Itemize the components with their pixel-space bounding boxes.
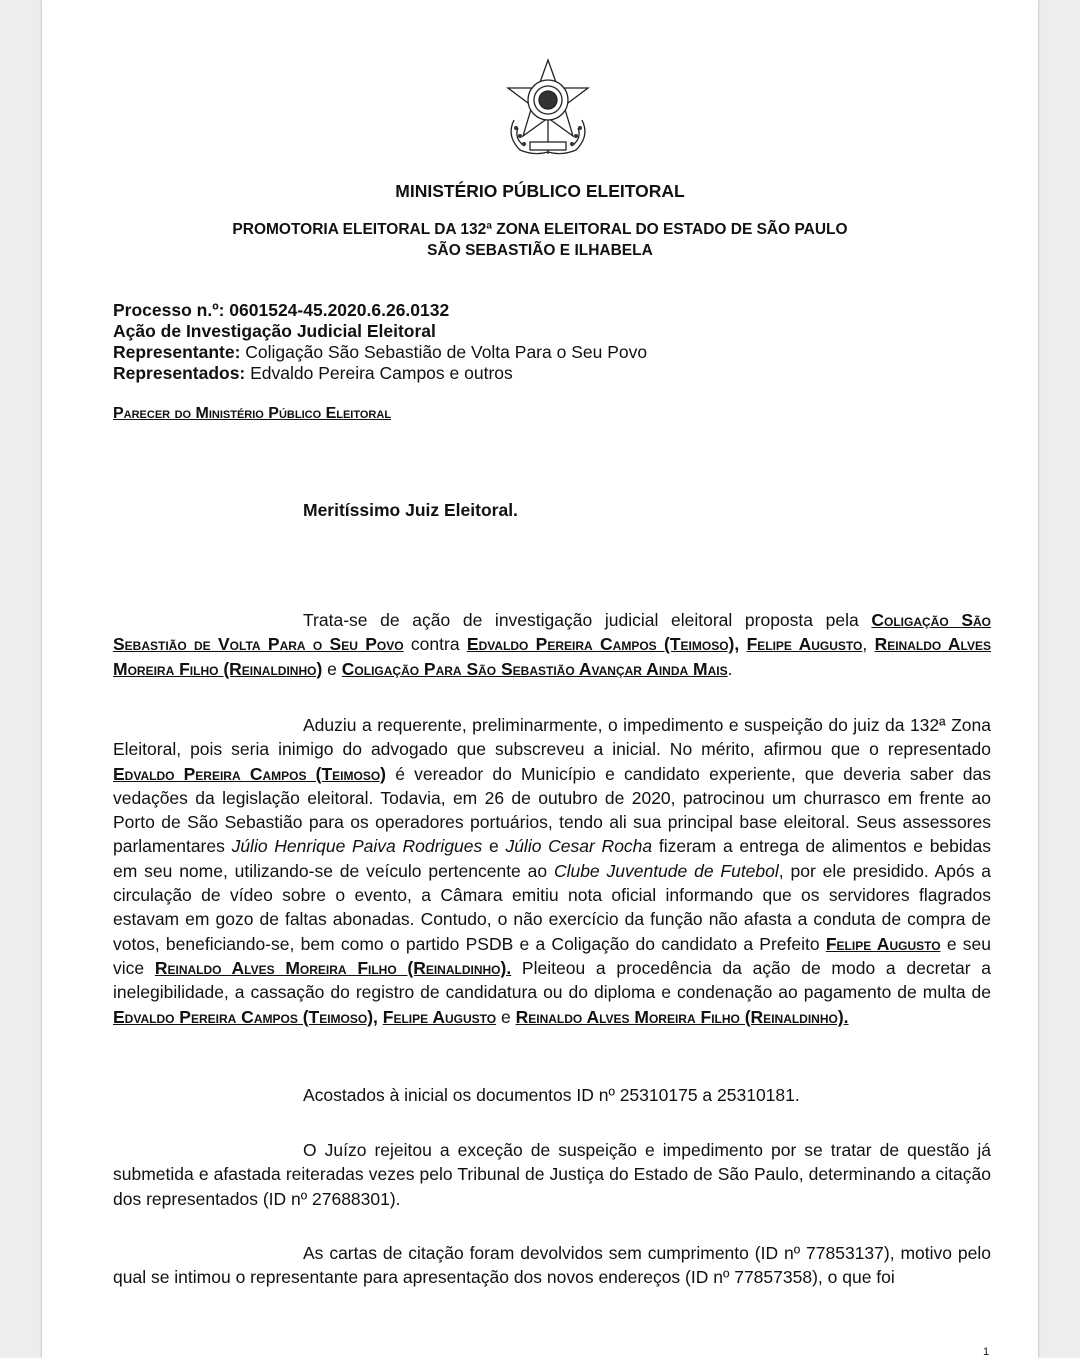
parecer-title: Parecer do Ministério Público Eleitoral xyxy=(113,405,392,422)
representative: Representante: Coligação São Sebastião de Volta Para o Seu Povo xyxy=(113,342,648,362)
salutation: Meritíssimo Juiz Eleitoral. xyxy=(303,500,518,520)
process-number: Processo n.º: 0601524-45.2020.6.26.0132 xyxy=(113,300,450,320)
paragraph-4: O Juízo rejeitou a exceção de suspeição e impedimento por se tratar de questão já submetida e afastada reiteradas vezes pelo Tribunal de Justiça do Estado de São Paulo, determinando a citação dos representados (ID nº 27688301). xyxy=(113,1140,991,1209)
paragraph-1: Trata-se de ação de investigação judicial eleitoral proposta pela Coligação São Sebastião de Volta Para o Seu Povo contra Edvaldo Pereira Campos (Teimoso), Felipe Augusto, Reinaldo Alves Moreira Filho (Reinaldinho) e Coligação Para São Sebastião Avançar Ainda Mais. xyxy=(113,610,991,679)
action-type: Ação de Investigação Judicial Eleitoral xyxy=(113,321,436,341)
paragraph-3: Acostados à inicial os documentos ID nº 25310175 a 25310181. xyxy=(303,1085,800,1105)
office-line-2: SÃO SEBASTIÃO E ILHABELA xyxy=(427,242,653,259)
document-page xyxy=(42,0,1038,1358)
page-number: 1 xyxy=(983,1346,990,1358)
paragraph-2: Aduziu a requerente, preliminarmente, o impedimento e suspeição do juiz da 132ª Zona Eleitoral, pois seria inimigo do advogado que subscreveu a inicial. No mérito, afirmou que o representado Edvaldo Pereira Campos (Teimoso) é vereador do Município e candidato experiente, que deveria saber das vedações da legislação eleitoral. Todavia, em 26 de outubro de 2020, patrocinou um churrasco em frente ao Porto de São Sebastião para os operadores portuários, tendo ali sua principal base eleitoral. Seus assessores parlamentares Júlio Henrique Paiva Rodrigues e Júlio Cesar Rocha fizeram a entrega de alimentos e bebidas em seu nome, utilizando-se de veículo pertencente ao Clube Juventude de Futebol, por ele presidido. Após a circulação de vídeo sobre o evento, a Câmara emitiu nota oficial informando que os servidores flagrados estavam em gozo de faltas abonadas. Contudo, o não exercício da função não afasta a conduta de compra de votos, beneficiando-se, bem como o partido PSDB e a Coligação do candidato a Prefeito Felipe Augusto e seu vice Reinaldo Alves Moreira Filho (Reinaldinho). Pleiteou a procedência da ação de modo a decretar a inelegibilidade, a cassação do registro de candidatura ou do diploma e condenação ao pagamento de multa de Edvaldo Pereira Campos (Teimoso), Felipe Augusto e Reinaldo Alves Moreira Filho (Reinaldinho). xyxy=(113,715,992,1027)
office-line-1: PROMOTORIA ELEITORAL DA 132ª ZONA ELEITORAL DO ESTADO DE SÃO PAULO xyxy=(232,221,848,238)
office-heading xyxy=(42,219,1038,261)
case-info xyxy=(113,300,647,384)
institution-title: MINISTÉRIO PÚBLICO ELEITORAL xyxy=(395,181,685,201)
coat-of-arms-emblem xyxy=(500,58,596,158)
represented: Representados: Edvaldo Pereira Campos e outros xyxy=(113,363,513,383)
paragraph-5: As cartas de citação foram devolvidos sem cumprimento (ID nº 77853137), motivo pelo qual se intimou o representante para apresentação dos novos endereços (ID nº 77857358), o que foi xyxy=(113,1243,991,1288)
